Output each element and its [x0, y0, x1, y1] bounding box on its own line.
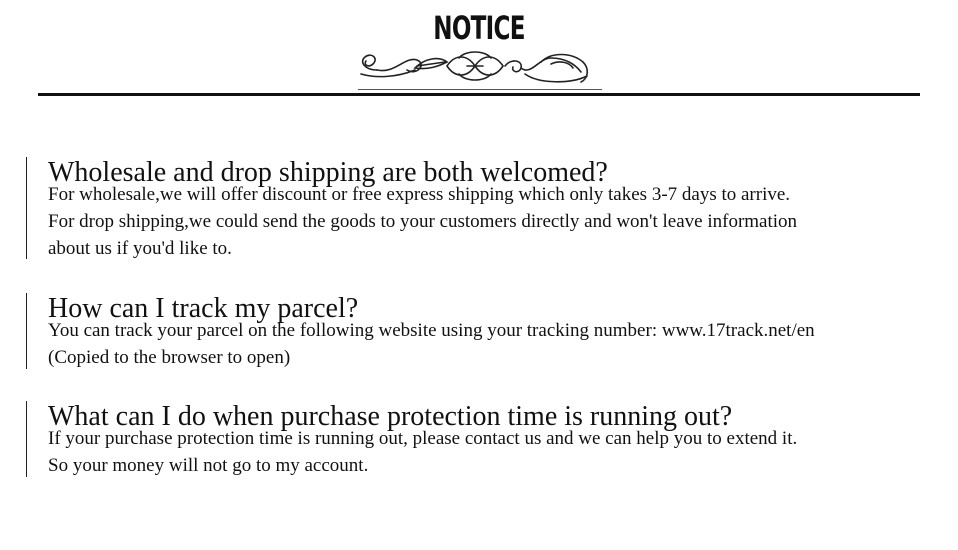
faq-item-wholesale [26, 157, 946, 259]
header-divider [38, 93, 920, 96]
faq-answer-line: about us if you'd like to. [48, 238, 232, 259]
faq-accent-bar [26, 293, 27, 369]
faq-answer-line: If your purchase protection time is running out, please contact us and we can help you to extend it. [48, 428, 798, 449]
faq-answer-line: For drop shipping,we could send the goods to your customers directly and won't leave information [48, 211, 798, 232]
faq-item-tracking [26, 293, 946, 369]
faq-accent-bar [26, 157, 27, 259]
faq-answer-line: You can track your parcel on the following website using your tracking number: www.17track.net/en [48, 320, 815, 341]
faq-item-purchase-protection [26, 401, 946, 477]
flourish-ornament-icon [355, 48, 595, 88]
notice-title: NOTICE [433, 9, 525, 47]
faq-question: Wholesale and drop shipping are both welcomed? [48, 157, 608, 188]
faq-accent-bar [26, 401, 27, 477]
ornament-underline [358, 89, 602, 90]
faq-question: How can I track my parcel? [48, 293, 359, 324]
faq-question: What can I do when purchase protection time is running out? [48, 401, 733, 432]
faq-answer-line: So your money will not go to my account. [48, 455, 369, 476]
faq-answer-line: (Copied to the browser to open) [48, 347, 291, 368]
faq-answer-line: For wholesale,we will offer discount or free express shipping which only takes 3-7 days to arrive. [48, 184, 791, 205]
